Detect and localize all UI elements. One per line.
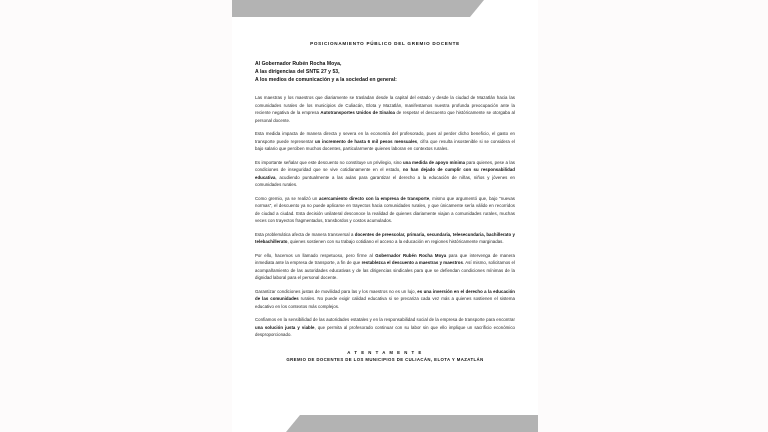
body-text: , quienes sostienen con su trabajo cotidiano el acceso a la educación en regiones históricamente marginadas. (287, 239, 504, 245)
body-text: Las maestras y los maestros que diariamente se trasladan desde la capital del estado y desde la ciudad de Mazatlán hacia las comunidades rurales de los municipios de Culiacán, Elota y Mazatlán, manifestamos nuestra profunda preocupación ante la reciente negativa de la empresa (255, 95, 515, 116)
body-text: , mismo que argumentó que, bajo "nuevas normas", el descuento ya no puede aplicarse en trayectos hacia comunidades rurales, y que únicamente sería válido en recorridos de ciudad a ciudad. Esta decisión unilateral desconoce la realidad de quienes diariamente viajan a comunidades rurales, muchas veces con trayectos fragmentados, transbordos y costos acumulados. (255, 195, 515, 224)
emphasis-text: una medida de apoyo mínima (402, 159, 466, 165)
body-text: de respetar el descuento que históricamente se otorgaba al personal docente. (255, 110, 515, 123)
para-6 (255, 252, 515, 282)
addressee-line-snte: A las dirigencias del SNTE 27 y 53, (255, 68, 340, 75)
document-page (232, 0, 538, 432)
emphasis-text: es una inversión en el derecho a la educación de las comunidades (255, 288, 515, 302)
body-text: Como gremio, ya se realizó un (255, 195, 320, 201)
addressee-line-governor: Al Gobernador Rubén Rocha Moya, (255, 60, 342, 67)
para-4 (255, 195, 515, 225)
addressee-line-media: A los medios de comunicación y a la sociedad en general: (255, 77, 397, 83)
emphasis-text: acercamiento directo con la empresa de transporte (319, 195, 430, 201)
para-8 (255, 316, 515, 338)
body-text: , acudiendo puntualmente a las aulas para garantizar el derecho a la educación de niñas, niños y jóvenes en comunidades rurales. (255, 174, 515, 188)
emphasis-text: restablezca el descuento a maestras y maestros (361, 260, 463, 266)
addressee-block (255, 60, 515, 85)
para-1 (255, 94, 515, 124)
body-paragraphs (255, 94, 515, 338)
body-text: Por ello, hacemos un llamado respetuoso, pero firme al (255, 252, 376, 258)
document-content (255, 0, 515, 363)
para-3 (255, 159, 515, 189)
body-text: , que permita al profesorado continuar con su labor sin que ello implique un sacrificio económico desproporcionado. (255, 324, 516, 338)
page-title: POSICIONAMIENTO PÚBLICO DEL GREMIO DOCENTE (310, 41, 460, 46)
para-7 (255, 288, 515, 310)
signature-organization: GREMIO DE DOCENTES DE LOS MUNICIPIOS DE CULIACÁN, ELOTA Y MAZATLÁN (286, 357, 484, 363)
emphasis-text: una solución justa y viable (255, 324, 315, 330)
body-text: rurales. No puede exigir calidad educativa si se precariza cada vez más a quienes sostienen el sistema educativo en los contextos más complejos. (255, 296, 515, 309)
body-text: Confiamos en la sensibilidad de las autoridades estatales y en la responsabilidad social de la empresa de transporte para encontrar (255, 317, 515, 323)
body-text: , cifra que resulta insostenible si se considera el bajo salario que perciben muchos docentes, particularmente quienes laboran en contextos rurales. (255, 138, 515, 152)
body-text: para que intervenga de manera inmediata ante la empresa de transporte, a fin de que (255, 252, 515, 266)
emphasis-text: Gobernador Rubén Rocha Moya (375, 252, 447, 258)
body-text: Esta medida impacta de manera directa y severa en la economía del profesorado, pues al perder dicho beneficio, el gasto en transporte puede representar (255, 131, 515, 144)
signature-block (255, 350, 515, 363)
para-2 (255, 130, 515, 152)
body-text: . Así mismo, solicitamos el acompañamiento de las autoridades educativas y de las dirigencias sindicales para que se defiendan condiciones mínimas de la dignidad laboral para el personal docente. (255, 260, 515, 281)
para-5 (255, 231, 515, 246)
emphasis-text: docentes de preescolar, primaria, secundaria, telesecundaria, bachillerato y telebachillerato (255, 231, 515, 245)
emphasis-text: Autotransportes Unidos de Sinaloa (320, 110, 396, 116)
body-text: Es importante señalar que este descuento no constituye un privilegio, sino (255, 159, 403, 165)
emphasis-text: no han dejado de cumplir con su responsabilidad educativa (255, 167, 515, 180)
signature-atentamente: A T E N T A M E N T E (347, 349, 423, 355)
decorative-banner-bottom (286, 415, 538, 432)
body-text: para quienes, pese a las condiciones de inseguridad que se vive cotidianamente en el estado, (255, 159, 515, 173)
body-text: Garantizar condiciones justas de movilidad para las y los maestros no es un lujo, (255, 288, 418, 294)
emphasis-text: un incremento de hasta 6 mil pesos mensuales (314, 138, 418, 144)
body-text: Esta problemática afecta de manera transversal a (255, 231, 355, 237)
